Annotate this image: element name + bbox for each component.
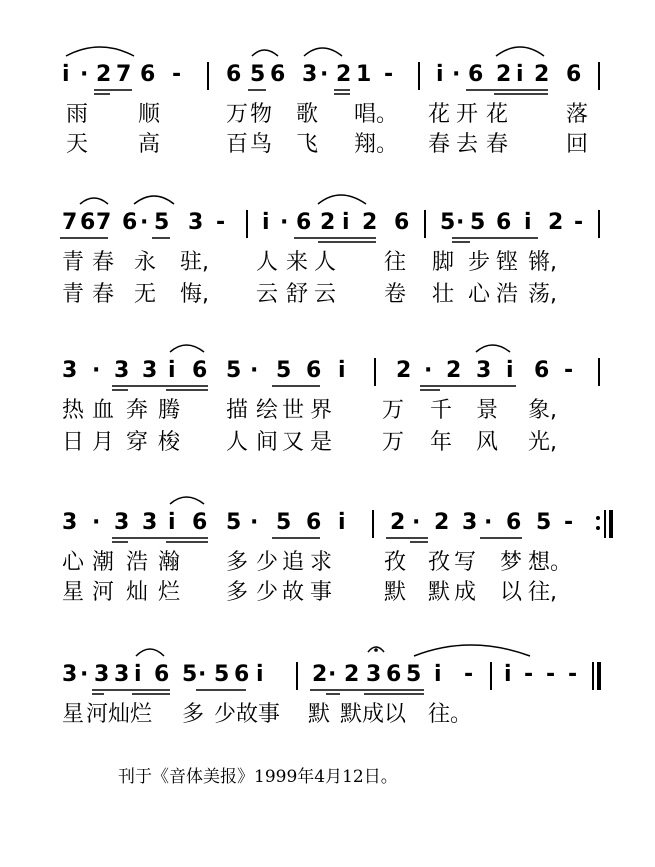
note: 1	[356, 62, 372, 87]
note: ·	[92, 510, 101, 535]
lyric-char: 烂	[130, 702, 153, 727]
lyric-char: 卷	[384, 282, 407, 307]
note: 5	[406, 662, 422, 687]
final-barline	[592, 662, 594, 690]
note: 5	[182, 662, 198, 687]
note: ·	[328, 662, 337, 687]
lyric-char: 人	[314, 250, 337, 275]
note: 2	[390, 510, 406, 535]
note: i̇	[168, 510, 176, 535]
note: 2	[362, 210, 378, 235]
lyric-char: 脚	[432, 250, 455, 275]
lyric-char: 界	[310, 398, 333, 423]
note: 3	[62, 662, 78, 687]
note: 3	[114, 358, 130, 383]
lyric-char: 百	[226, 132, 249, 157]
lyric-char: 永	[134, 250, 157, 275]
note: 6	[122, 210, 138, 235]
lyric-char: 年	[430, 430, 453, 455]
lyric-char: 天	[66, 132, 89, 157]
lyric-char: 万	[382, 398, 405, 423]
lyric-char: 少	[256, 550, 279, 575]
lyric-char: 回	[566, 132, 589, 157]
lyric-char: 青	[62, 282, 85, 307]
lyric-char: 春	[92, 282, 115, 307]
notes-row	[0, 356, 655, 386]
notes-row	[0, 660, 655, 690]
lyric-char: 多	[226, 550, 249, 575]
note: 2	[344, 662, 360, 687]
note: ·	[250, 510, 259, 535]
lyric-char: 铿	[496, 250, 519, 275]
lyric-char: 心	[468, 282, 491, 307]
note: 6	[296, 210, 312, 235]
lyric-char: 故	[236, 702, 259, 727]
lyric-char: 云	[314, 282, 337, 307]
lyric-char: 梭	[158, 430, 181, 455]
lyric-char: 成	[454, 580, 477, 605]
note: i̇	[506, 358, 514, 383]
lyric-char: 青	[62, 250, 85, 275]
lyric-char: 潮	[92, 550, 115, 575]
lyric-char: 落	[566, 102, 589, 127]
note: 3	[462, 510, 478, 535]
note: 3	[188, 210, 204, 235]
lyric-char: 追	[282, 550, 305, 575]
note: 5	[250, 62, 266, 87]
note: i̇	[256, 662, 264, 687]
note: 5	[536, 510, 552, 535]
lyric-char: 壮	[432, 282, 455, 307]
lyric-char: 千	[430, 398, 453, 423]
note: i̇	[134, 662, 142, 687]
note: ·	[484, 510, 493, 535]
note: i̇	[338, 358, 346, 383]
lyric-char: 物	[250, 102, 273, 127]
note: 5	[226, 358, 242, 383]
note: 3	[62, 358, 78, 383]
lyric-char: 歌	[296, 102, 319, 127]
lyric-line	[0, 100, 655, 130]
note: 6	[394, 210, 410, 235]
note: 3	[302, 62, 318, 87]
lyric-char: 象,	[528, 398, 557, 423]
lyric-char: 描	[226, 398, 249, 423]
lyric-char: 瀚	[158, 550, 181, 575]
note: 2	[434, 510, 450, 535]
note: 3	[366, 662, 382, 687]
lyric-char: 万	[382, 430, 405, 455]
lyric-line	[0, 396, 655, 426]
note: i̇	[436, 62, 444, 87]
note: i̇	[504, 662, 512, 687]
note: ·	[250, 358, 259, 383]
lyric-char: 求	[310, 550, 333, 575]
publication-note: 刊于《音体美报》1999年4月12日。	[118, 767, 398, 787]
lyric-char: 默	[308, 702, 331, 727]
lyric-char: 景	[476, 398, 499, 423]
lyric-char: 高	[138, 132, 161, 157]
barline	[424, 210, 426, 238]
lyric-line	[0, 700, 655, 730]
lyric-char: 故	[282, 580, 305, 605]
barline	[598, 358, 600, 386]
lyric-char: 默	[384, 580, 407, 605]
lyric-char: 往。	[428, 702, 473, 727]
note: 6	[306, 510, 322, 535]
note: 6	[80, 210, 96, 235]
lyric-char: 春	[486, 132, 509, 157]
lyric-char: 驻,	[180, 250, 209, 275]
note: 2	[496, 62, 512, 87]
lyric-char: 往	[384, 250, 407, 275]
note: 2	[312, 662, 328, 687]
note: ·	[80, 662, 89, 687]
note: 6	[506, 510, 522, 535]
note: ·	[198, 662, 207, 687]
barline	[374, 358, 376, 386]
lyric-char: 浩	[126, 550, 149, 575]
lyric-char: 孜	[428, 550, 451, 575]
notes-row	[0, 208, 655, 238]
note: -	[216, 210, 226, 235]
lyric-char: 去	[456, 132, 479, 157]
lyric-char: 事	[258, 702, 281, 727]
lyric-char: 光,	[528, 430, 557, 455]
note: 6	[154, 662, 170, 687]
lyric-line	[0, 428, 655, 458]
lyric-char: 世	[282, 398, 305, 423]
note: -	[568, 662, 578, 687]
lyric-char: 穿	[126, 430, 149, 455]
barline	[296, 662, 298, 690]
note: 5	[276, 358, 292, 383]
note: -	[564, 510, 574, 535]
lyric-char: 春	[92, 250, 115, 275]
note: -	[574, 210, 584, 235]
note: ·	[452, 62, 461, 87]
lyric-char: 灿	[108, 702, 131, 727]
lyric-char: 是	[310, 430, 333, 455]
note: 3	[114, 662, 130, 687]
lyric-char: 热	[62, 398, 85, 423]
repeat-end-barline	[604, 510, 606, 538]
note: -	[564, 358, 574, 383]
lyric-char: 往,	[528, 580, 557, 605]
lyric-char: 默	[340, 702, 363, 727]
note: 2	[96, 62, 112, 87]
lyric-char: 来	[286, 250, 309, 275]
lyric-char: 翔。	[354, 132, 399, 157]
note: -	[546, 662, 556, 687]
lyric-line	[0, 548, 655, 578]
note: 6	[192, 510, 208, 535]
note: 5	[214, 662, 230, 687]
lyric-char: 唱。	[354, 102, 399, 127]
barline	[598, 210, 600, 238]
lyric-char: 鸟	[250, 132, 273, 157]
final-barline	[597, 662, 601, 690]
lyric-char: 开	[456, 102, 479, 127]
note: ·	[412, 510, 421, 535]
lyric-char: 血	[92, 398, 115, 423]
barline	[246, 210, 248, 238]
lyric-char: 悔,	[180, 282, 209, 307]
note: ·	[424, 358, 433, 383]
lyric-char: 锵,	[528, 250, 557, 275]
lyric-char: 河	[92, 580, 115, 605]
note: 6	[386, 662, 402, 687]
lyric-char: 顺	[138, 102, 161, 127]
note: 6	[566, 62, 582, 87]
note: 2	[534, 62, 550, 87]
note: 5	[276, 510, 292, 535]
lyric-char: 飞	[296, 132, 319, 157]
lyric-char: 绘	[256, 398, 279, 423]
lyric-char: 想。	[528, 550, 573, 575]
note: 3	[142, 358, 158, 383]
lyric-char: 月	[92, 430, 115, 455]
note: 2	[446, 358, 462, 383]
note: i̇	[262, 210, 270, 235]
lyric-char: 春	[428, 132, 451, 157]
lyric-char: 河	[86, 702, 109, 727]
lyric-char: 灿	[126, 580, 149, 605]
lyric-char: 星	[62, 580, 85, 605]
note: 3	[94, 662, 110, 687]
lyric-char: 以	[384, 702, 407, 727]
note: ·	[140, 210, 149, 235]
lyric-char: 花	[428, 102, 451, 127]
note: i̇	[62, 62, 70, 87]
lyric-char: 写	[454, 550, 477, 575]
lyric-char: 梦	[500, 550, 523, 575]
note: 6	[270, 62, 286, 87]
note: 5	[154, 210, 170, 235]
barline	[490, 662, 492, 690]
note: -	[524, 662, 534, 687]
note: 6	[140, 62, 156, 87]
note: 6	[192, 358, 208, 383]
lyric-char: 多	[226, 580, 249, 605]
lyric-char: 事	[310, 580, 333, 605]
lyric-char: 奔	[126, 398, 149, 423]
lyric-char: 心	[62, 550, 85, 575]
note: 3	[62, 510, 78, 535]
lyric-char: 少	[214, 702, 237, 727]
lyric-char: 成	[362, 702, 385, 727]
note: 2	[548, 210, 564, 235]
lyric-char: 浩	[496, 282, 519, 307]
lyric-char: 烂	[158, 580, 181, 605]
note: 7	[96, 210, 112, 235]
note: 6	[468, 62, 484, 87]
note: i̇	[338, 510, 346, 535]
lyric-char: 步	[468, 250, 491, 275]
lyric-char: 日	[62, 430, 85, 455]
barline	[207, 62, 209, 90]
lyric-char: 孜	[384, 550, 407, 575]
lyric-char: 以	[500, 580, 523, 605]
note: 3	[142, 510, 158, 535]
note: -	[464, 662, 474, 687]
note: 6	[306, 358, 322, 383]
note: 2	[396, 358, 412, 383]
note: 5	[470, 210, 486, 235]
lyric-char: 腾	[158, 398, 181, 423]
note: i̇	[516, 62, 524, 87]
note: 2	[320, 210, 336, 235]
note: 6	[226, 62, 242, 87]
lyric-line	[0, 280, 655, 310]
note: 3	[114, 510, 130, 535]
note: 2	[336, 62, 352, 87]
lyric-line	[0, 248, 655, 278]
note: ·	[92, 358, 101, 383]
note: 5	[440, 210, 456, 235]
note: 7	[62, 210, 78, 235]
lyric-char: 人	[226, 430, 249, 455]
lyric-char: 间	[256, 430, 279, 455]
note: 7	[116, 62, 132, 87]
lyric-line	[0, 578, 655, 608]
note: 6	[496, 210, 512, 235]
note: 3	[476, 358, 492, 383]
barline	[418, 62, 420, 90]
lyric-char: 雨	[66, 102, 89, 127]
note: -	[384, 62, 394, 87]
repeat-end-barline	[609, 510, 613, 538]
note: 6	[534, 358, 550, 383]
lyric-char: 又	[282, 430, 305, 455]
barline	[598, 62, 600, 90]
lyric-char: 默	[428, 580, 451, 605]
note: 6	[234, 662, 250, 687]
lyric-char: 舒	[286, 282, 309, 307]
note: -	[172, 62, 182, 87]
note: ·	[320, 62, 329, 87]
note: ·	[80, 62, 89, 87]
lyric-line	[0, 130, 655, 160]
lyric-char: 无	[134, 282, 157, 307]
lyric-char: 荡,	[528, 282, 557, 307]
lyric-char: 云	[256, 282, 279, 307]
note: ·	[456, 210, 465, 235]
notes-row	[0, 508, 655, 538]
note: 5	[226, 510, 242, 535]
lyric-char: 万	[226, 102, 249, 127]
note: i̇	[342, 210, 350, 235]
note: i̇	[524, 210, 532, 235]
lyric-char: 星	[62, 702, 85, 727]
lyric-char: 花	[486, 102, 509, 127]
note: i̇	[434, 662, 442, 687]
lyric-char: 风	[476, 430, 499, 455]
barline	[372, 510, 374, 538]
lyric-char: 人	[256, 250, 279, 275]
note: i̇	[168, 358, 176, 383]
lyric-char: 少	[256, 580, 279, 605]
lyric-char: 多	[182, 702, 205, 727]
notes-row	[0, 60, 655, 90]
note: ·	[280, 210, 289, 235]
